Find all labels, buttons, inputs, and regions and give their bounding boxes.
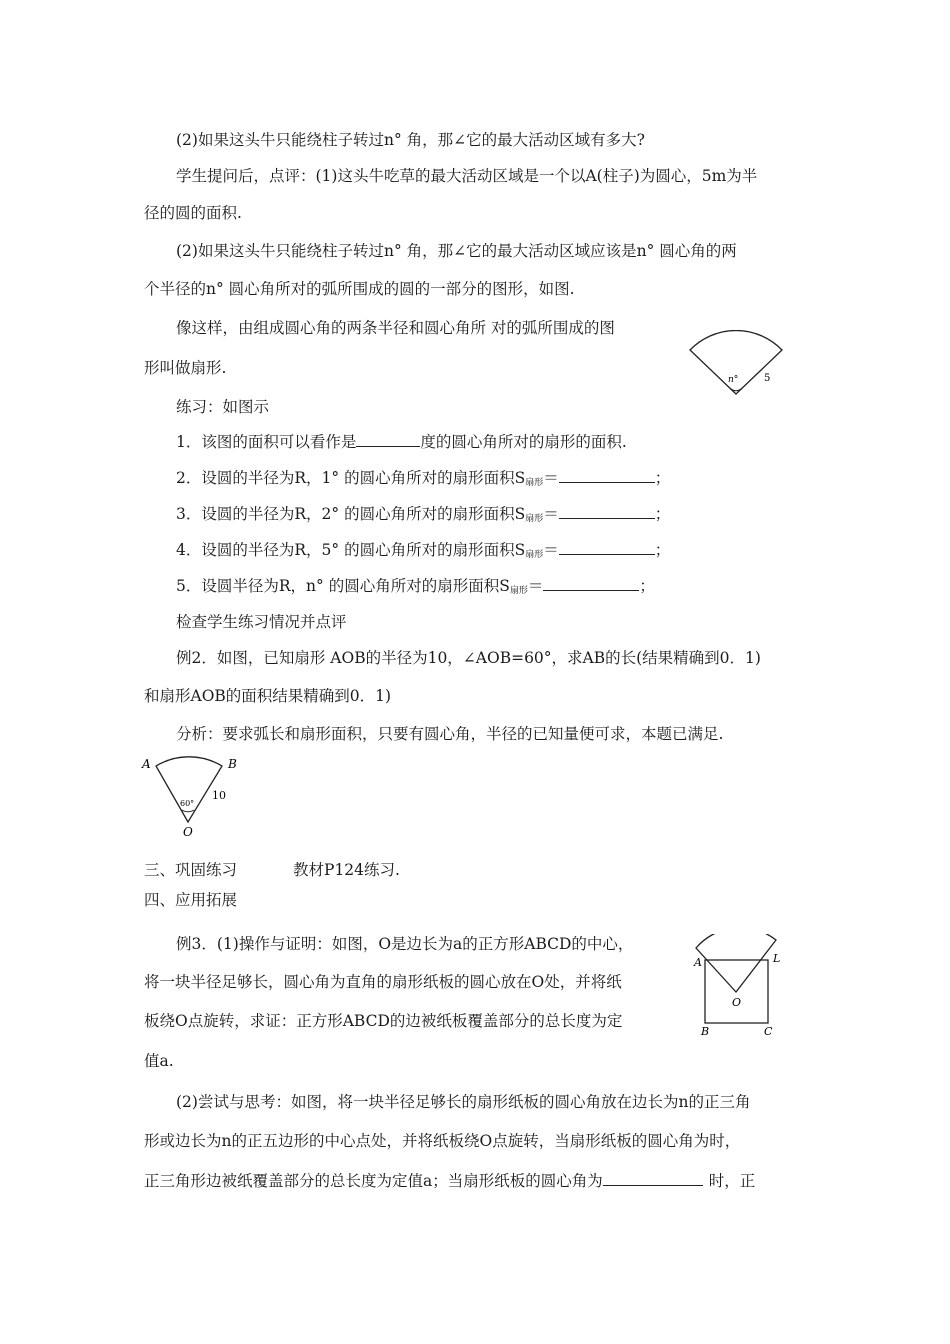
point-b-label: B (701, 1025, 710, 1038)
semicolon: ； (639, 577, 655, 595)
practice-item-1-text-b: 度的圆心角所对的扇形的面积. (420, 433, 627, 451)
radius-label: 5 (764, 373, 771, 384)
answer-blank-6[interactable] (603, 1171, 703, 1186)
question-3-line-3 (144, 1171, 755, 1191)
sector-figure-1 (684, 330, 794, 400)
question-2: (2)如果这头牛只能绕柱子转过n° 角，那∠它的最大活动区域有多大? (176, 131, 645, 149)
angle-arc (182, 810, 194, 812)
answer-blank-3[interactable] (559, 504, 655, 519)
question-3-line-3-text-a: 正三角形边被纸覆盖部分的总长度为定值a；当扇形纸板的圆心角为 (144, 1172, 603, 1190)
equals-sign: ＝ (543, 541, 559, 559)
practice-item-2-text: 2．设圆的半径为R，1° 的圆心角所对的扇形面积S (176, 469, 526, 487)
point-o-label: O (183, 825, 193, 838)
question-3-line-1: (2)尝试与思考：如图，将一块半径足够长的扇形纸板的圆心角放在边长为n的正三角 (176, 1093, 751, 1111)
definition-line-1: 像这样，由组成圆心角的两条半径和圆心角所 对的弧所围成的图 (176, 319, 615, 337)
practice-item-5 (176, 576, 655, 601)
practice-item-4 (176, 540, 670, 565)
sector-subscript: 扇形 (509, 586, 528, 596)
equals-sign: ＝ (543, 505, 559, 523)
answer-blank-1[interactable] (356, 432, 420, 447)
rotated-sector (696, 934, 776, 992)
question-3-line-2: 形或边长为n的正五边形的中心点处，并将纸板绕O点旋转，当扇形纸板的圆心角为时， (144, 1132, 741, 1150)
square-sector-figure (690, 934, 790, 1038)
equals-sign: ＝ (527, 577, 544, 595)
practice-item-3-text: 3．设圆的半径为R，2° 的圆心角所对的扇形面积S (176, 505, 526, 523)
point-o-label: O (732, 996, 742, 1009)
semicolon: ； (654, 469, 671, 487)
example-3-line-3: 板绕O点旋转，求证：正方形ABCD的边被纸板覆盖部分的总长度为定 (144, 1012, 623, 1030)
example-3-line-2: 将一块半径足够长，圆心角为直角的扇形纸板的圆心放在O处，并将纸 (144, 973, 622, 991)
sector-figure-2 (138, 752, 238, 838)
section-3-text: 教材P124练习. (293, 861, 400, 879)
angle-label: 60° (180, 799, 195, 808)
comment-line-3: (2)如果这头牛只能绕柱子转过n° 角，那∠它的最大活动区域应该是n° 圆心角的两 (176, 242, 737, 260)
semicolon: ； (654, 541, 671, 559)
example-2-line-2: 和扇形AOB的面积结果精确到0．1) (144, 687, 392, 705)
practice-item-4-text: 4．设圆的半径为R，5° 的圆心角所对的扇形面积S (176, 541, 526, 559)
point-a-label: A (142, 757, 151, 771)
section-4-title: 四、应用拓展 (144, 891, 238, 909)
practice-item-1 (176, 432, 627, 452)
angle-label: n° (728, 375, 739, 385)
example-3-line-4: 值a. (144, 1052, 174, 1070)
section-3 (144, 860, 400, 880)
point-c-label: C (764, 1025, 773, 1038)
check-practice: 检查学生练习情况并点评 (176, 613, 347, 631)
practice-title: 练习：如图示 (176, 398, 270, 416)
point-d-label: L (773, 952, 781, 965)
definition-line-2: 形叫做扇形. (144, 359, 227, 377)
equals-sign: ＝ (543, 469, 559, 487)
example-2-analysis: 分析：要求弧长和扇形面积，只要有圆心角，半径的已知量便可求，本题已满足. (176, 725, 724, 743)
practice-item-1-text-a: 1．该图的面积可以看作是 (176, 433, 357, 451)
point-a-label: A (694, 956, 702, 969)
practice-item-3 (176, 504, 670, 529)
sector-subscript: 扇形 (525, 550, 544, 560)
question-3-line-3-text-b: 时，正 (708, 1172, 756, 1190)
example-3-line-1: 例3．(1)操作与证明：如图，O是边长为a的正方形ABCD的中心， (176, 935, 634, 953)
semicolon: ； (654, 505, 671, 523)
sector-subscript: 扇形 (525, 514, 544, 524)
comment-line-2: 径的圆的面积. (144, 204, 242, 222)
point-b-label: B (228, 757, 237, 771)
example-2-line-1: 例2．如图，已知扇形 AOB的半径为10，∠AOB=60°，求AB的长(结果精确到0．1) (176, 649, 761, 667)
comment-line-1: 学生提问后，点评：(1)这头牛吃草的最大活动区域是一个以A(柱子)为圆心，5m为半 (176, 167, 758, 185)
practice-item-2 (176, 468, 670, 493)
answer-blank-4[interactable] (559, 540, 655, 555)
comment-line-4: 个半径的n° 圆心角所对的弧所围成的圆的一部分的图形，如图. (144, 280, 575, 298)
section-3-title: 三、巩固练习 (144, 861, 238, 879)
answer-blank-2[interactable] (559, 468, 655, 483)
sector-subscript: 扇形 (525, 478, 544, 488)
answer-blank-5[interactable] (543, 576, 639, 591)
practice-item-5-text: 5．设圆半径为R，n° 的圆心角所对的扇形面积S (176, 577, 510, 595)
radius-label: 10 (212, 789, 226, 802)
